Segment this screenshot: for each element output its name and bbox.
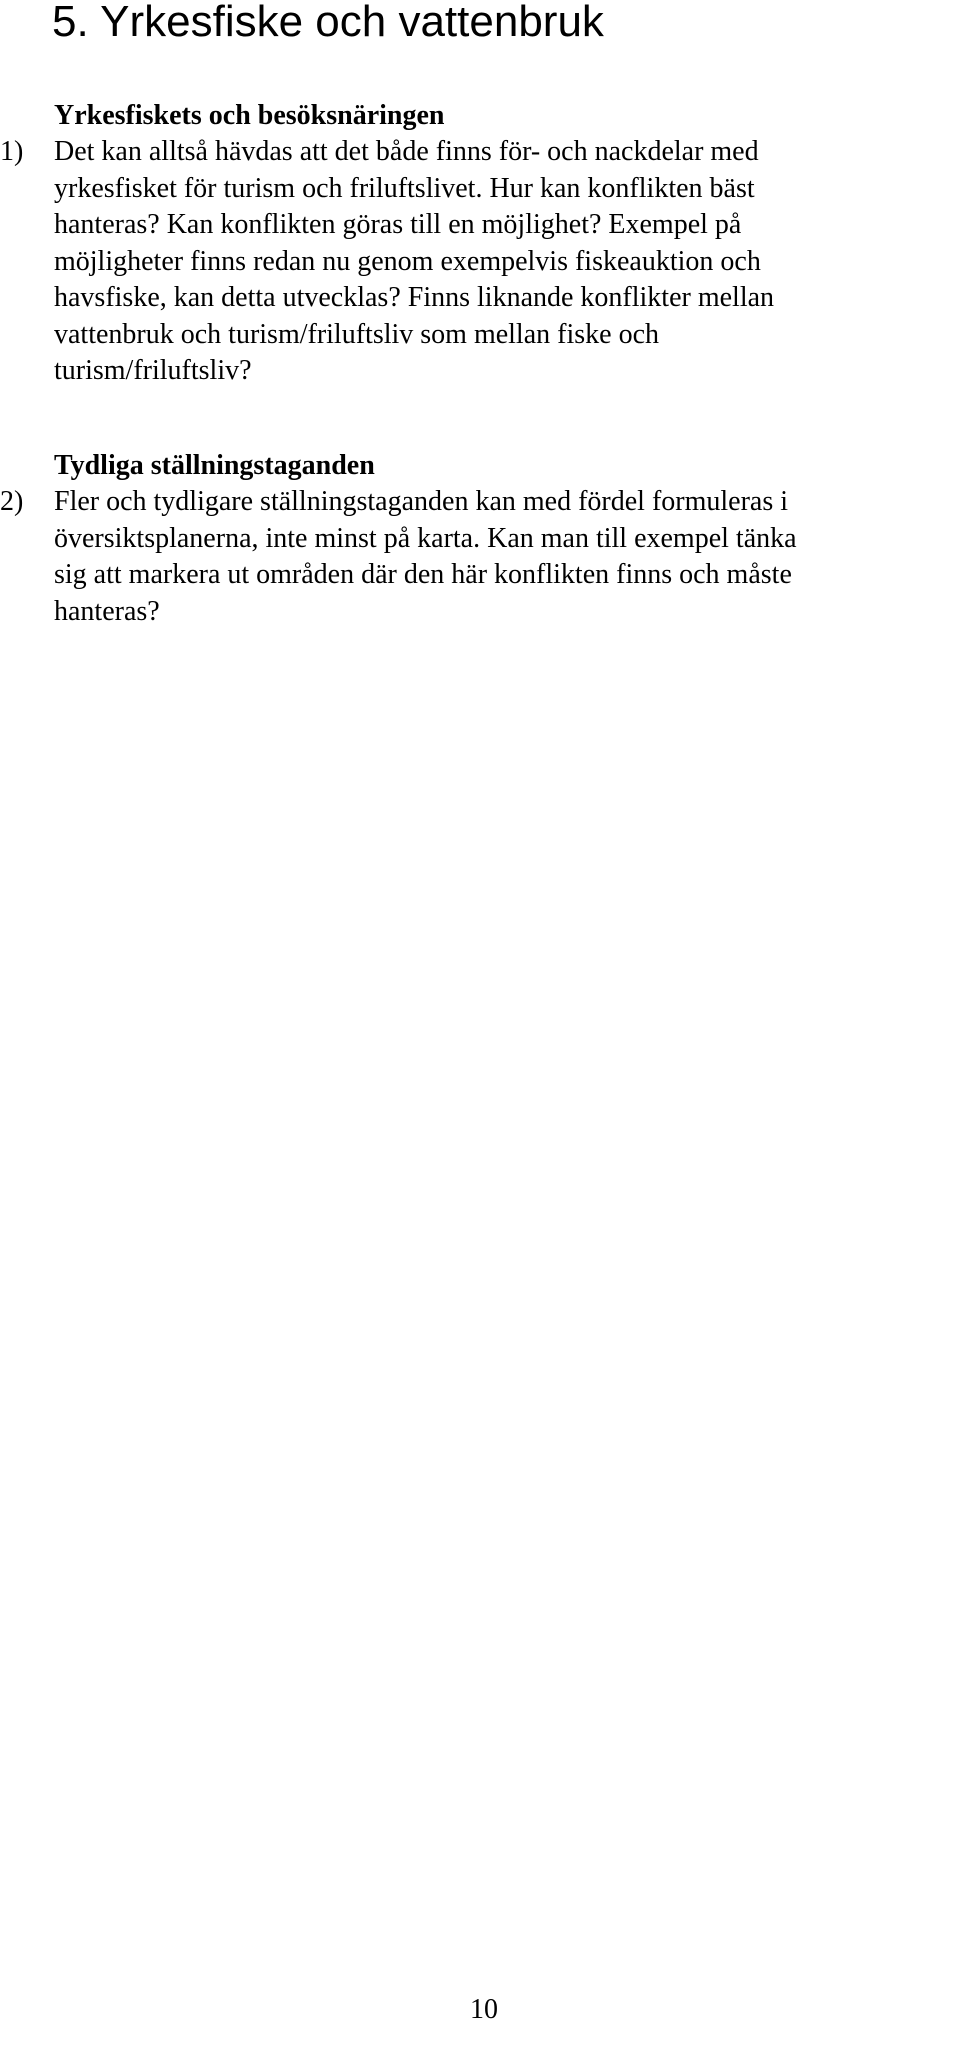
section-heading: Tydliga ställningstaganden [54, 450, 375, 481]
chapter-title: 5. Yrkesfiske och vattenbruk [52, 0, 604, 46]
numbered-item [0, 134, 960, 390]
item-paragraph [54, 484, 960, 630]
paragraph-line: turism/friluftsliv? [54, 355, 252, 386]
paragraph-line: vattenbruk och turism/friluftsliv som mellan fiske och [54, 318, 659, 350]
paragraph-line: Fler och tydligare ställningstaganden kan med fördel formuleras i [54, 486, 789, 517]
paragraph-line: hanteras? Kan konflikten göras till en möjlighet? Exempel på [54, 209, 742, 240]
paragraph-line: hanteras? [54, 595, 160, 627]
paragraph-line: sig att markera ut områden där den här konflikten finns och måste [54, 559, 792, 590]
paragraph-line: havsfiske, kan detta utvecklas? Finns liknande konflikter mellan [54, 282, 775, 313]
paragraph-line: yrkesfisket för turism och friluftslivet. Hur kan konflikten bäst [54, 172, 755, 204]
item-paragraph [54, 134, 960, 390]
item-number: 2) [0, 486, 24, 517]
paragraph-line: möjligheter finns redan nu genom exempelvis fiskeauktion och [54, 245, 761, 277]
section-heading: Yrkesfiskets och besöksnäringen [54, 100, 445, 131]
paragraph-line: Det kan alltså hävdas att det både finns för- och nackdelar med [54, 136, 759, 167]
paragraph-line: översiktsplanerna, inte minst på karta. Kan man till exempel tänka [54, 522, 797, 554]
section-yrkesfiskets-och-besoksnaringen [0, 98, 960, 390]
page-number [0, 1992, 960, 2028]
item-number: 1) [0, 136, 24, 167]
numbered-item [0, 484, 960, 630]
section-tydliga-stallningstaganden [0, 448, 960, 630]
page-number-text: 10 [470, 1994, 498, 2025]
